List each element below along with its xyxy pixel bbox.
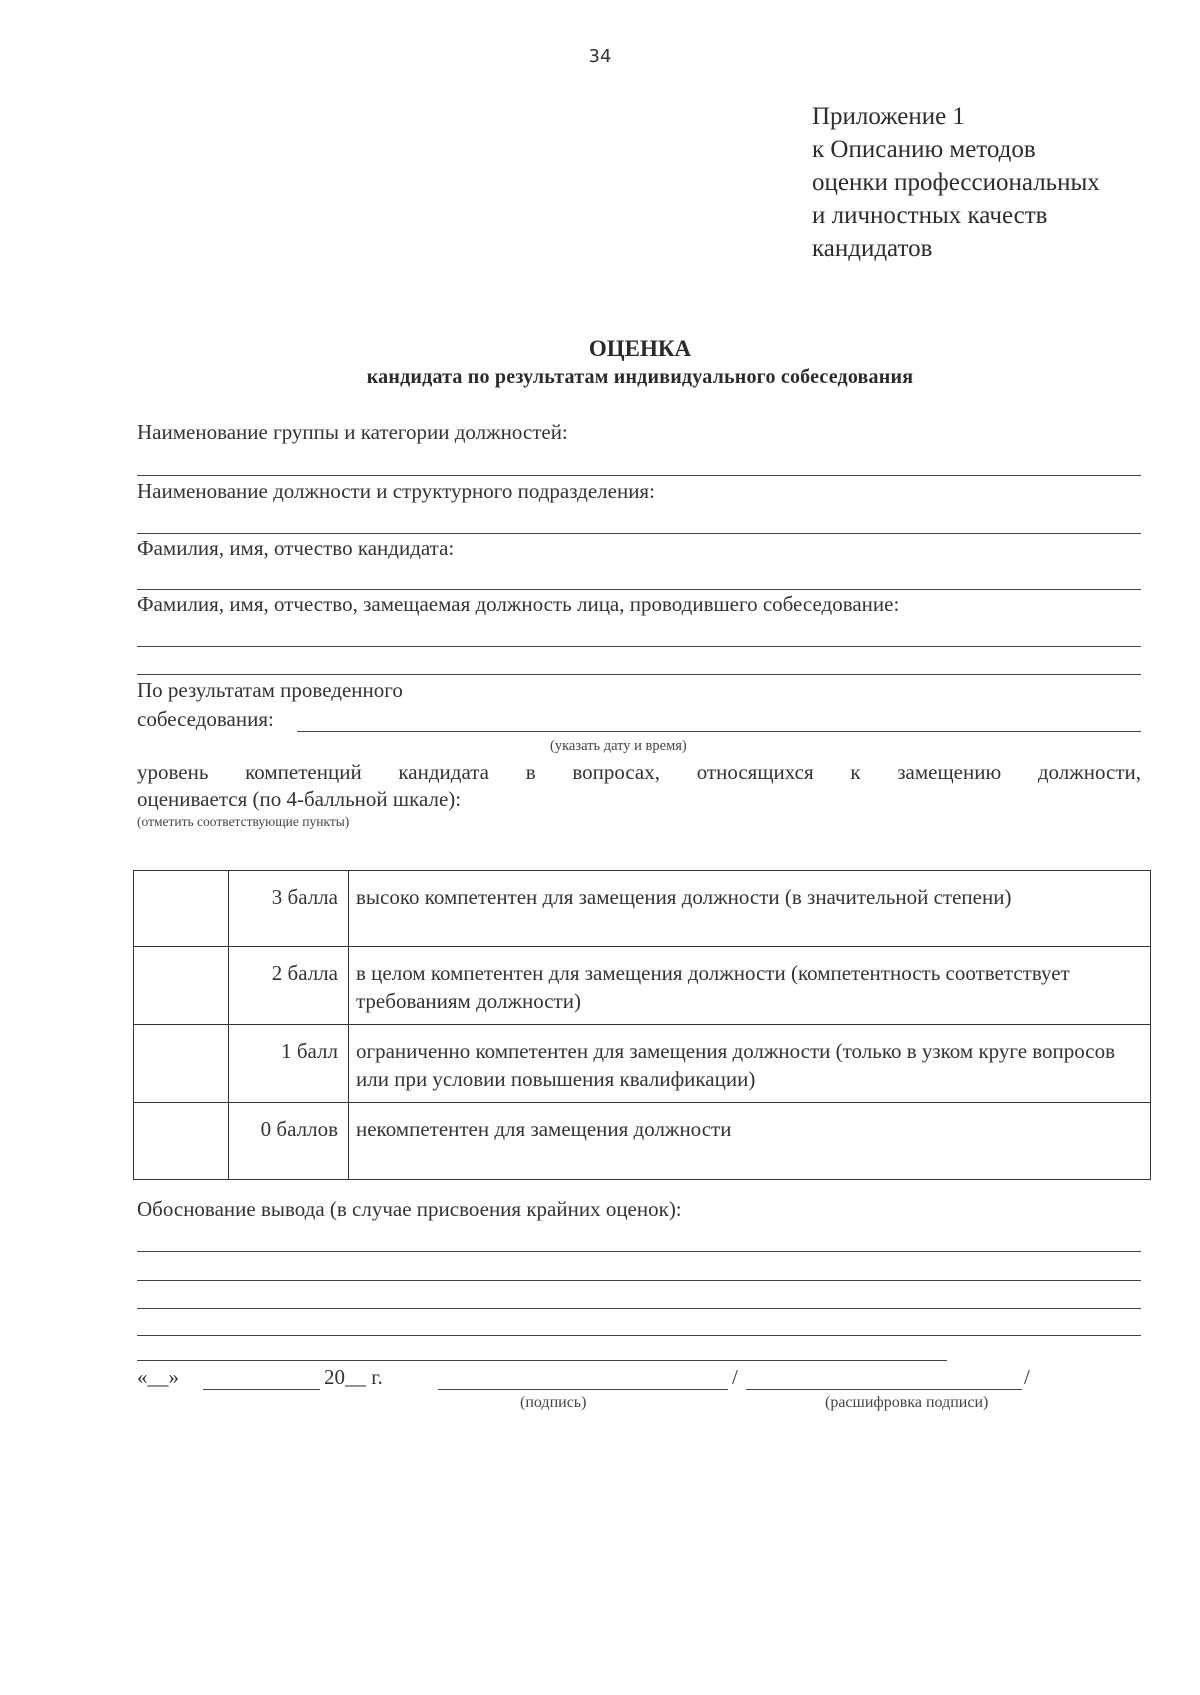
justification-label: Обоснование вывода (в случае присвоения крайних оценок): bbox=[137, 1197, 682, 1221]
points-cell: 2 балла bbox=[229, 947, 349, 1025]
justification-line-3[interactable] bbox=[137, 1308, 1141, 1309]
interviewer-line-1[interactable] bbox=[137, 646, 1141, 647]
points-cell: 3 балла bbox=[229, 871, 349, 947]
scale-note: оценивается (по 4-балльной шкале): bbox=[137, 787, 462, 811]
interview-date-line[interactable] bbox=[297, 731, 1141, 732]
group-category-line[interactable] bbox=[137, 475, 1141, 476]
table-row bbox=[134, 1103, 1151, 1180]
appendix-line: к Описанию методов bbox=[812, 136, 1036, 163]
mark-hint: (отметить соответствующие пункты) bbox=[137, 814, 350, 829]
document-title: ОЦЕНКА bbox=[588, 336, 692, 361]
level-word: должности, bbox=[1037, 760, 1141, 784]
level-word: относящихся bbox=[696, 760, 814, 784]
description-cell: ограниченно компетентен для замещения должности (только в узком круге вопросов или при условии повышения квалификации) bbox=[349, 1025, 1151, 1103]
signature-decode-label: (расшифровка подписи) bbox=[825, 1394, 989, 1411]
mark-cell[interactable] bbox=[134, 1025, 229, 1103]
date-year: 20__ г. bbox=[324, 1365, 383, 1389]
mark-cell[interactable] bbox=[134, 871, 229, 947]
position-label: Наименование должности и структурного подразделения: bbox=[137, 479, 655, 503]
interviewer-line-2[interactable] bbox=[137, 674, 1141, 675]
level-word: к bbox=[850, 760, 861, 784]
justification-line-5[interactable] bbox=[137, 1360, 947, 1361]
level-word: кандидата bbox=[398, 760, 489, 784]
justification-line-2[interactable] bbox=[137, 1280, 1141, 1281]
appendix-line: и личностных качеств bbox=[812, 202, 1048, 229]
signature-label: (подпись) bbox=[520, 1394, 587, 1411]
mark-cell[interactable] bbox=[134, 947, 229, 1025]
date-month-line[interactable] bbox=[203, 1389, 320, 1390]
candidate-name-label: Фамилия, имя, отчество кандидата: bbox=[137, 536, 455, 560]
justification-line-1[interactable] bbox=[137, 1251, 1141, 1252]
mark-cell[interactable] bbox=[134, 1103, 229, 1180]
level-word: в bbox=[525, 760, 536, 784]
appendix-header bbox=[812, 100, 1100, 265]
signature-separator: / bbox=[732, 1365, 738, 1389]
signature-separator-end: / bbox=[1024, 1365, 1030, 1389]
level-word: компетенций bbox=[245, 760, 362, 784]
interviewer-label: Фамилия, имя, отчество, замещаемая должность лица, проводившего собеседование: bbox=[137, 592, 900, 616]
assessment-scale-table bbox=[133, 870, 1151, 1180]
description-cell: высоко компетентен для замещения должности (в значительной степени) bbox=[349, 871, 1151, 947]
results-line-1: По результатам проведенного bbox=[137, 678, 403, 702]
document-subtitle: кандидата по результатам индивидуального собеседования bbox=[366, 366, 914, 388]
page-number: 34 bbox=[588, 46, 612, 67]
level-word: замещению bbox=[897, 760, 1002, 784]
signature-line[interactable] bbox=[438, 1389, 728, 1390]
position-line[interactable] bbox=[137, 533, 1141, 534]
table-row bbox=[134, 1025, 1151, 1103]
level-word: вопросах, bbox=[572, 760, 660, 784]
table-row bbox=[134, 871, 1151, 947]
group-category-label: Наименование группы и категории должностей: bbox=[137, 420, 568, 444]
justification-line-4[interactable] bbox=[137, 1335, 1141, 1336]
appendix-line: Приложение 1 bbox=[812, 103, 965, 130]
results-line-2: собеседования: bbox=[137, 707, 274, 731]
points-cell: 1 балл bbox=[229, 1025, 349, 1103]
table-row bbox=[134, 947, 1151, 1025]
description-cell: в целом компетентен для замещения должности (компетентность соответствует требованиям должности) bbox=[349, 947, 1151, 1025]
signature-decode-line[interactable] bbox=[746, 1389, 1022, 1390]
competence-level-line bbox=[137, 760, 1141, 785]
date-day: «__» bbox=[137, 1365, 179, 1389]
date-hint: (указать дату и время) bbox=[550, 738, 687, 754]
points-cell: 0 баллов bbox=[229, 1103, 349, 1180]
appendix-line: оценки профессиональных bbox=[812, 169, 1100, 196]
description-cell: некомпетентен для замещения должности bbox=[349, 1103, 1151, 1180]
candidate-name-line[interactable] bbox=[137, 589, 1141, 590]
level-word: уровень bbox=[137, 760, 209, 784]
appendix-line: кандидатов bbox=[812, 235, 933, 262]
